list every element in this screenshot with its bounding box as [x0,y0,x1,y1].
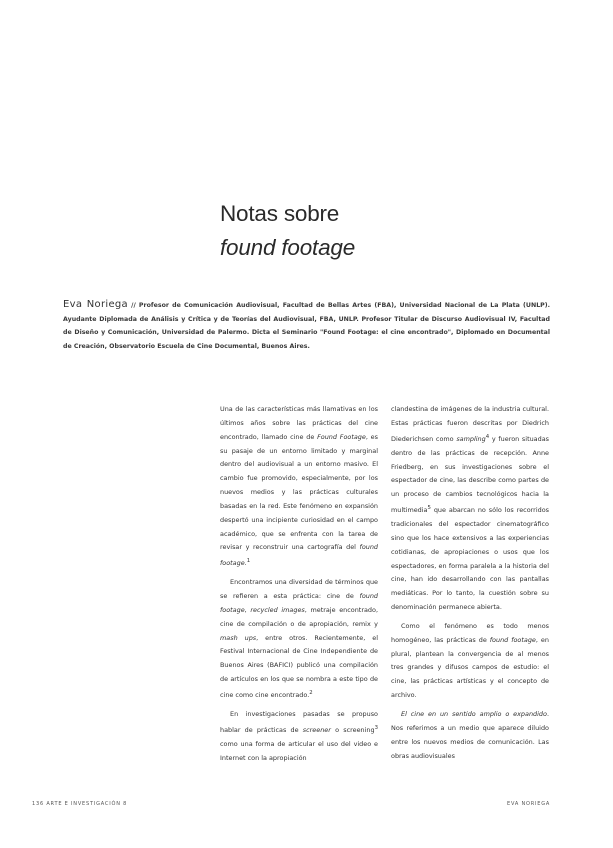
italic-run: sampling [456,434,486,443]
footnote-ref: 3 [374,724,378,731]
paragraph-1 [220,403,378,571]
title-line-2: found footage [220,235,356,260]
paragraph-6 [391,708,549,763]
italic-run: Found Footage [317,432,366,441]
italic-run: recycled images [250,605,305,614]
paragraph-5 [391,620,549,703]
italic-run: screener [302,725,331,734]
paragraph-4 [391,403,549,615]
footnote-ref: 4 [485,433,490,440]
text-run: Como el fenómeno es todo menos homogéneo, las prácticas de [391,621,549,644]
text-run: , metraje encontrado, cine de compilación o de apropiación, remix y [220,605,378,628]
text-run: . Nos referimos a un medio que aparece diluido entre los nuevos medios de comunicación. Las obras audiovisuales [391,710,549,760]
text-run: Encontramos una diversidad de términos que se refieren a esta práctica: cine de [220,578,378,601]
text-run: , entre otros. Recientemente, el Festival Internacional de Cine Independiente de Buenos Aires (BAFICI) publicó una compilación de artículos en los que se nombra a este tipo de cine como cine encontrado. [220,633,378,700]
italic-run: found footage [220,592,378,614]
article-title [220,197,520,265]
text-run: clandestina de imágenes de la industria cultural. Estas prácticas fueron descritas por Diedrich Diederichsen como [391,405,549,443]
text-run: Una de las características más llamativas en los últimos años sobre las prácticas del cine encontrado, llamado cine de [220,405,378,441]
footnote-ref: 5 [427,505,431,512]
text-run: En investigaciones pasadas se propuso hablar de prácticas de [220,710,378,734]
footnote-ref: 1 [246,558,251,565]
text-run: como una forma de articular el uso del video e Internet con la apropiación [220,739,378,762]
author-bio-text: // Profesor de Comunicación Audiovisual, Facultad de Bellas Artes (FBA), Universidad Nacional de La Plata (UNLP). Ayudante Diplomada de Análisis y Crítica y de Teorías del Audiovisual, FBA, UNLP. Profesor Titular de Discurso Audiovisual IV, Facultad de Diseño y Comunicación, Universidad de Palermo. Dicta el Seminario "Found Footage: el cine encontrado", Diplomado en Documental de Creación, Observatorio Escuela de Cine Documental, Buenos Aires. [63,302,550,350]
text-run: que abarcan no sólo los recorridos tradicionales del espectador cinematográfico sino que los hace extensivos a las experiencias cotidianas, de apropiaciones o usos que los espectadores, en forma paralela a la historia del cine, han ido desarrollando con las pantallas mediáticas. Por lo tanto, la cuestión sobre su denominación permanece abierta. [391,506,549,612]
title-line-1: Notas sobre [220,201,340,226]
text-run: , es su pasaje de un entorno limitado y marginal dentro del audiovisual a un entorno masivo. El cambio fue promovido, especialmente, por los nuevos medios y las prácticas culturales basadas en la red. Este fenómeno en expansión despertó una incipiente curiosidad en el campo académico, que se enfrenta con la tarea de revisar y reconstruir una cartografía del [220,432,378,552]
footer-publication: 136 ARTE E INVESTIGACIÓN 8 [32,801,128,807]
text-run: , en plural, plantean la convergencia de al menos tres grandes y difusos campos de estudio: el cine, las prácticas artísticas y el concepto de archivo. [391,635,549,700]
italic-run: found footage [489,635,536,644]
italic-run: found footage [220,543,378,568]
italic-run: mash ups [220,633,257,642]
paragraph-3 [220,708,378,766]
author-name: Eva Noriega [63,299,128,310]
paragraph-2 [220,576,378,703]
text-run: , [244,605,251,614]
text-run: . [244,559,247,568]
footnote-ref: 2 [309,690,313,697]
body-column-1 [220,403,378,766]
text-run: o screening [330,725,375,734]
body-column-2 [391,403,549,763]
author-bio [63,298,550,353]
text-run: y fueron situadas dentro de las prácticas de recepción. Anne Friedberg, en sus investigaciones sobre el espectador de cine, las describe como partes de un proceso de cambios tecnológicos hacia la multimedia [391,434,550,515]
footer-author: EVA NORIEGA [507,801,551,807]
italic-run: El cine en un sentido amplio o expandido [401,710,547,718]
